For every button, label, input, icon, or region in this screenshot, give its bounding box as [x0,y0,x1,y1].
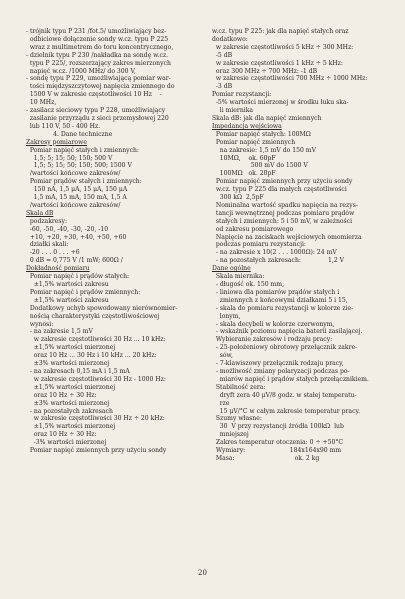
right-text-line: 300 kΩ 2,5pF [212,194,264,202]
left-text-line: - na zakresach 0,15 mA i 1,5 mA [26,367,130,375]
right-text-line: -5% wartości mierzonej w środku łuku ska- [212,99,349,107]
left-text-line: podzakresy: [26,217,68,225]
right-text-line: Napięcie na zaciskach wejściowych omomierza [212,233,362,241]
right-text-line: Skala dB: jak dla napięć zmiennych [212,114,322,122]
left-text-line: w zakresie częstotliwości 30 Hz ÷ 20 kHz: [26,415,165,423]
left-text-line: 1,5; 5; 15; 50; 150; 500; 1500 V [26,162,132,170]
right-text-line: - 7-klawiszowy przełącznik rodzaju pracy, [212,360,344,368]
right-text-line: Impedancja wejściowa [212,122,282,130]
left-text-line: typu P 225/, rozszerzający zakres mierzonych [26,59,171,67]
left-text-line: ±3% wartości mierzonej [26,360,110,368]
right-text-line: - możliwość zmiany polaryzacji podczas po- [212,367,350,375]
left-text-line: 10 MHz, [26,99,57,107]
right-text-line: stałych i zmiennych: 5 i 50 mV, w zależności [212,217,353,225]
left-text-line: wraz z multimetrem do toru koncentrycznego, [26,43,174,51]
left-text-line: Pomiar napięć i prądów zmiennych: [26,288,141,296]
left-text-line: 1500 V w zakresie częstotliwości 10 Hz - [26,91,162,99]
left-text-line: oraz 10 Hz ÷ 30 Hz: [26,431,97,439]
left-text-line: Pomiar napięć zmiennych przy użyciu sondy [26,447,167,455]
right-text-line: rze [212,399,230,407]
right-text-line: zmiennych z końcowymi działkami 5 i 15, [212,296,348,304]
right-text-line: w zakresie częstotliwości 1 kHz ÷ 5 kHz: [212,59,343,67]
right-text-line: 30 V przy rezystancji źródła 100kΩ lub [212,423,344,431]
right-text-line: Skala miernika: [212,273,265,281]
left-text-line: w zakresie częstotliwości 30 Hz - 1000 Hz: [26,375,166,383]
right-text-line: Pomiar napięć zmiennych przy użyciu sondy [212,178,353,186]
right-text-line: Dane ogólne [212,265,251,273]
right-text-line: dodatkowo: [212,35,248,43]
right-text-line: mniejszej [212,431,249,439]
left-text-line: tości międzyszczytowej napięcia zmiennego do [26,83,175,91]
right-text-line: -3 dB [212,83,233,91]
page-number: 20 [198,569,207,577]
left-text-line: Dodatkowy uchyb spowodowany nierównomier- [26,304,178,312]
right-text-line: w.cz. typu P 225: jak dla napięć stałych oraz [212,28,349,35]
right-text-line: oraz 300 MHz ÷ 700 MHz: -1 dB [212,67,318,75]
right-text-line: - skala do pomiaru rezystancji w kolorze zie- [212,304,354,312]
left-text-line: ±1,5% wartości mierzonej [26,344,116,352]
left-text-line: ±3% wartości mierzonej [26,399,110,407]
left-text-line: Pomiar napięć i prądów stałych: [26,273,130,281]
left-text-line: Dokładność pomiaru [26,265,90,273]
right-text-line: w zakresie częstotliwości 700 MHz ÷ 1000 MHz: [212,75,368,83]
left-text-line: 150 nA, 1,5 μA, 15 μA, 150 μA [26,186,128,194]
left-text-line: oraz 10 Hz ... 30 Hz i 10 kHz ... 20 kHz: [26,352,157,360]
right-text-line: - 25-położeniowy obrotowy przełącznik zakre- [212,344,358,352]
left-text-line: Zakresy pomiarowe [26,138,87,146]
right-text-line: 500 mV do 1500 V [212,162,308,170]
left-text-line: ±1,5% wartości zakresu [26,296,109,304]
right-text-line: Nominalna wartość spadku napięcia na rezys- [212,201,358,209]
right-text-line: podczas pomiaru rezystancji: [212,241,306,249]
left-text-line: działki skali: [26,241,69,249]
right-text-line: - liniowa dla pomiarów prądów stałych i [212,288,340,296]
left-text-line: 0 dB = 0,775 V /1 mW; 600Ω / [26,257,123,265]
left-text-line: w zakresie częstotliwości 30 Hz ... 10 kHz: [26,336,166,344]
right-text-line: 100MΩ ok. 20pF [212,170,276,178]
right-text-line: - skala decybeli w kolorze czerwonym, [212,320,335,328]
left-column [26,28,212,455]
right-text-line: w zakresie częstotliwości 5 kHz ÷ 300 MHz: [212,43,354,51]
right-column [212,28,392,463]
left-text-line: - na pozostałych zakresach [26,407,113,415]
right-text-line: Stabilność zera: [212,383,266,391]
left-text-line: /wartości końcowe zakresów/ [26,201,121,209]
left-text-line: napięć w.cz. /1000 MHz/ do 300 V, [26,67,136,75]
right-text-line: 10MΩ, ok. 60pF [212,154,276,162]
right-text-line: - wskaźnik poziomu napięcia baterii zasilającej. [212,328,363,336]
left-text-line: lub 110 V, 50 - 400 Hz. [26,122,101,130]
left-text-line: wynosi: [26,320,54,328]
left-text-line: -60, -50, -40, -30, -20, -10 [26,225,109,233]
right-text-line: miarów napięć i prądów stałych przełącznikiem. [212,375,369,383]
right-text-line: Pomiar napięć zmiennych [212,138,296,146]
left-text-line: ±1,5% wartości mierzonej [26,383,116,391]
left-text-line: oraz 10 Hz ÷ 30 Hz: [26,391,97,399]
right-text-line: Szumy własne: [212,415,262,423]
right-text-line: Zakres temperatur otoczenia: 0 ÷ +50°C [212,439,344,447]
left-text-line: zasilanie przyrządu z sieci przemysłowej 220 [26,114,169,122]
left-text-line: 1,5 mA, 15 mA, 150 mA, 1,5 A [26,194,127,202]
left-text-line: ±1,5% wartości mierzonej [26,423,116,431]
left-text-line: - na zakresie 1,5 mV [26,328,93,336]
left-text-line: 1,5; 5; 15; 50; 150; 500 V [26,154,113,162]
right-text-line: lonym, [212,312,241,320]
left-text-line: -3% wartości mierzonej [26,439,107,447]
right-text-line: Wybieranie zakresów i rodzaju pracy: [212,336,333,344]
right-text-line: sów, [212,352,233,360]
left-text-line: +10, +20, +30, +40, +50, +60 [26,233,127,241]
right-text-line: li miernika [212,107,254,115]
left-text-line: 4. Dane techniczne [26,130,113,138]
right-text-line: Wymiary: 184x164x90 mm [212,447,342,455]
right-text-line: - długość ok. 150 mm, [212,281,285,288]
right-text-line: w.cz. typu P 225 dla małych częstotliwości [212,186,347,194]
left-text-line: - zasilacz sieciowy typu P 228, umożliwiający [26,107,166,115]
right-text-line: Masa: ok. 2 kg [212,454,320,462]
left-text-line: Pomiar napięć stałych i zmiennych: [26,146,139,154]
right-text-line: tancji wewnętrznej podczas pomiaru prądów [212,209,355,217]
left-text-line: -20 . . . 0 . . . +6 [26,249,80,257]
left-text-line: - sondę typu P 229, umożliwiającą pomiar war- [26,75,171,83]
right-text-line: 15 μV/°C w całym zakresie temperatur pracy. [212,407,361,415]
right-text-line: od zakresu pomiarowego [212,225,294,233]
left-text-line: Pomiar prądów stałych i zmiennych: [26,178,142,186]
left-text-line: odbiciowe dołączenie sondy w.cz. typu P 225 [26,35,169,43]
left-text-line: - dzielnik typu P 230 /nakładka na sondę w.cz. [26,51,169,59]
right-text-line: - na pozostałych zakresach: 1,2 V [212,257,345,265]
right-text-line: Pomiar napięć stałych: 100MΩ [212,130,311,138]
right-text-line: na zakresie: 1,5 mV do 150 mV [212,146,316,154]
right-text-line: dryft zera 40 μV/8 godz. w stałej temperatu- [212,391,357,399]
left-text-line: /wartości końcowe zakresów/ [26,170,121,178]
right-text-line: - na zakresie x 10(2 . . . 1000Ω): 24 mV [212,249,337,257]
left-text-line: Skala dB [26,209,54,217]
left-text-line: - trójnik typu P 231 /fot.5/ umożliwiający bez- [26,28,167,35]
right-text-line: Pomiar rezystancji: [212,91,272,99]
left-text-line: nością charakterystyki częstotliwościowej [26,312,160,320]
left-text-line: ±1,5% wartości zakresu [26,281,109,288]
right-text-line: -5 dB [212,51,233,59]
